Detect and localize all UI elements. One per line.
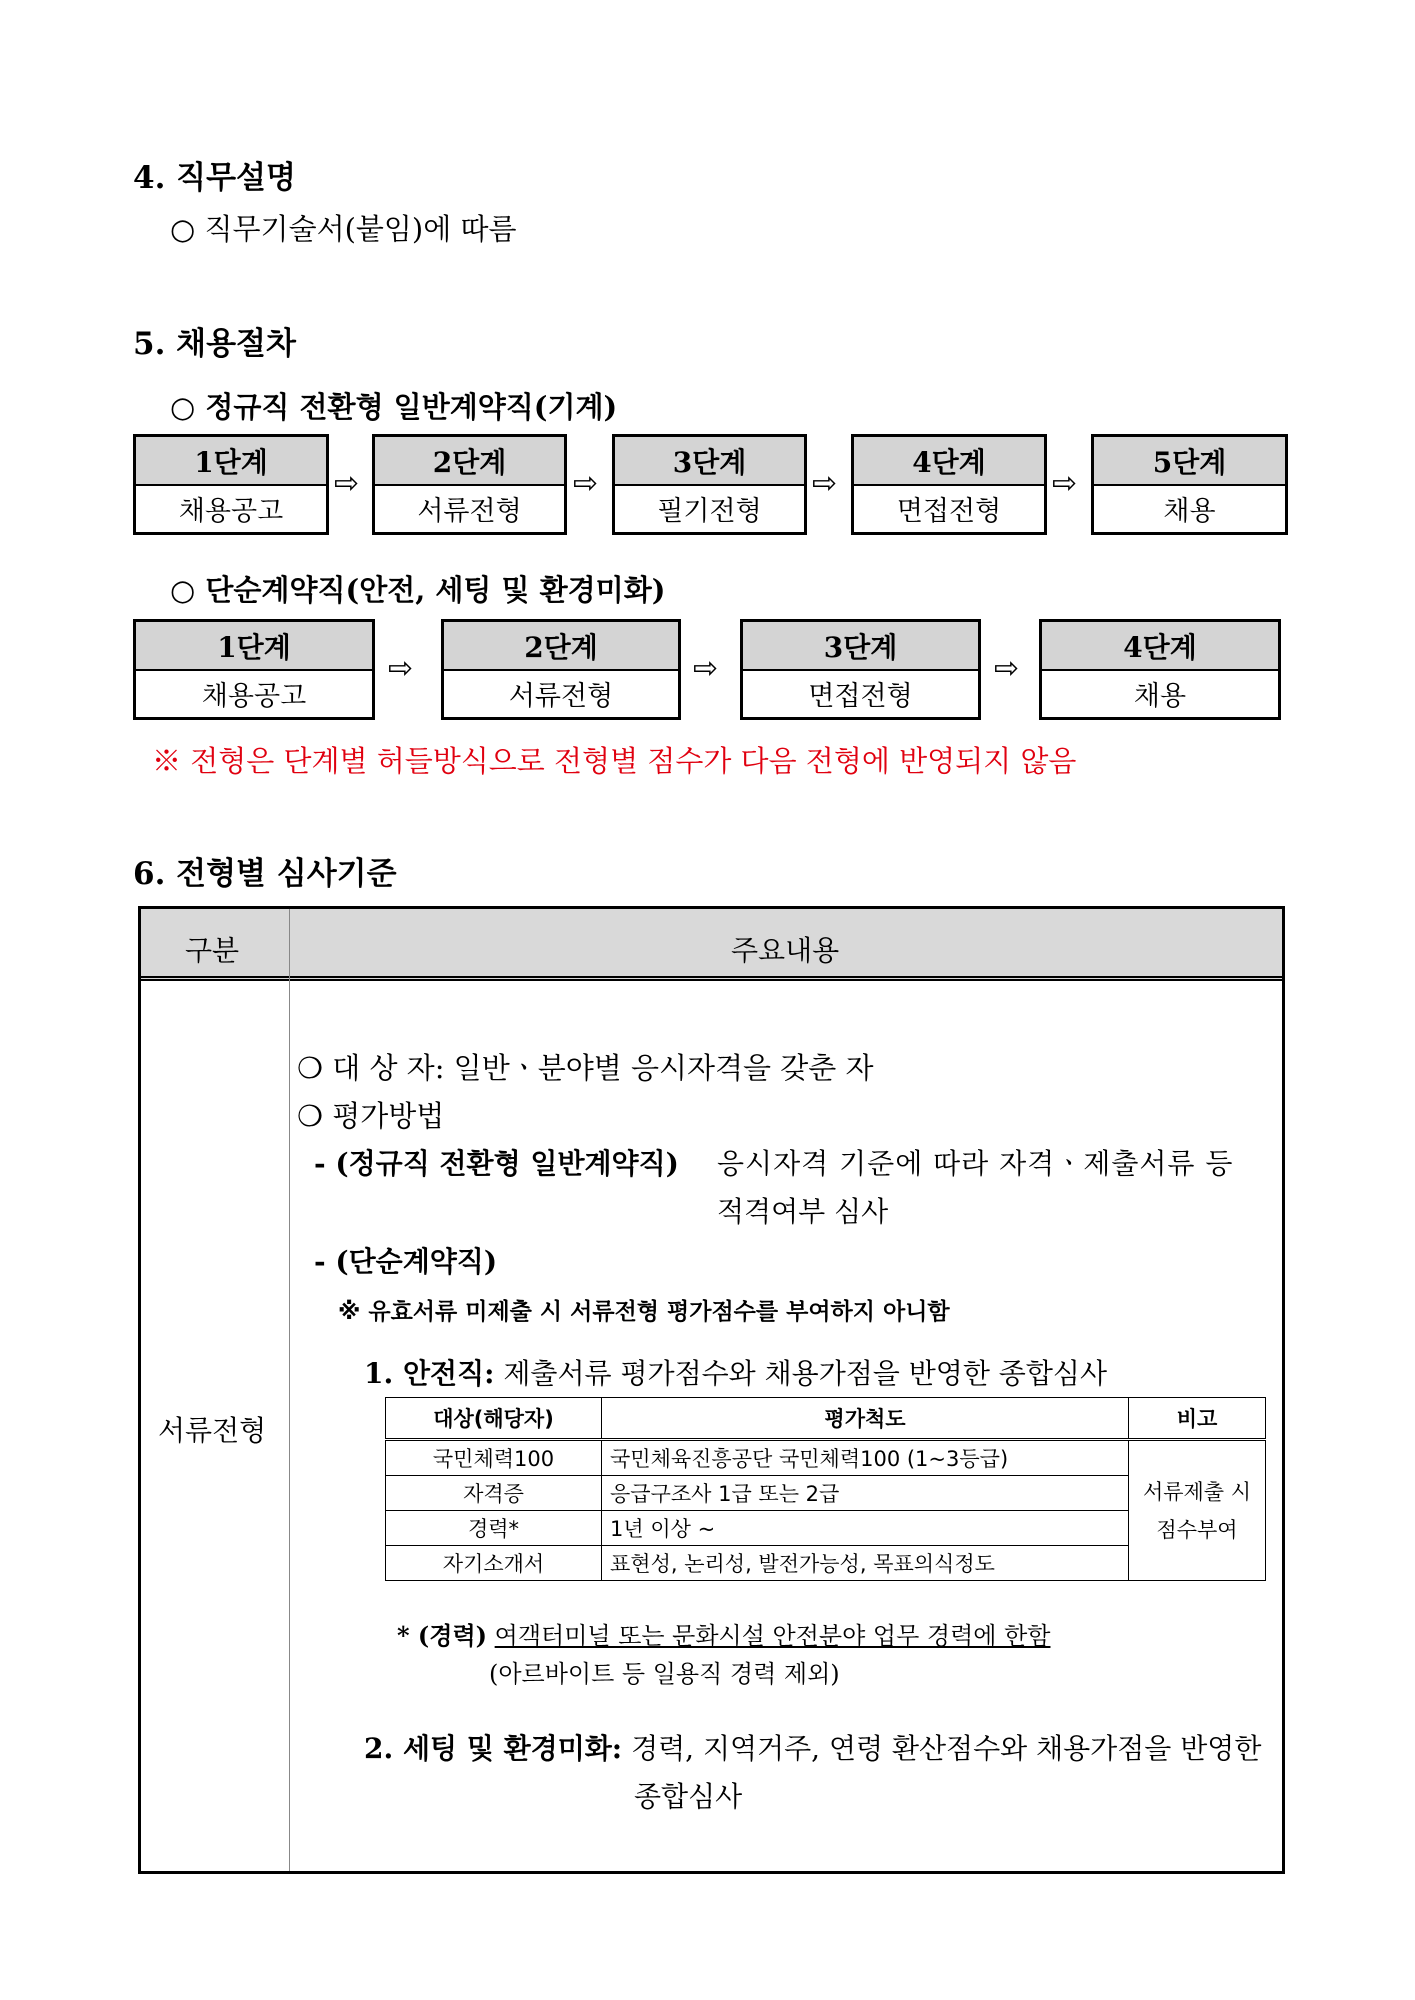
step-name: 채용공고 <box>201 680 307 712</box>
step-name: 필기전형 <box>657 495 762 527</box>
arrow-right-icon: ⇨ <box>812 466 838 501</box>
simple-label: - (단순계약직) <box>314 1245 498 1278</box>
arrow-right-icon: ⇨ <box>693 651 719 686</box>
setting-line <box>364 1727 1261 1767</box>
row-label-document-screening: 서류전형 <box>158 1414 267 1447</box>
regular-text: 응시자격 기준에 따라 자격ㆍ제출서류 등 <box>717 1147 1234 1180</box>
step-stage: 5단계 <box>1094 437 1285 486</box>
regular-label <box>314 1142 679 1182</box>
step-stage: 2단계 <box>444 622 678 671</box>
setting-text: 경력, 지역거주, 연령 환산점수와 채용가점을 반영한 <box>631 1732 1262 1765</box>
step-name: 채용공고 <box>178 495 284 527</box>
inner-cell-target: 국민체력100 <box>386 1440 602 1476</box>
step-stage: 2단계 <box>375 437 564 486</box>
inner-cell-remark <box>1129 1440 1266 1581</box>
step-stage: 1단계 <box>136 437 326 486</box>
step-name: 채용 <box>1163 495 1216 527</box>
regular-label-text: - (정규직 전환형 일반계약직) <box>314 1147 679 1180</box>
track1-step-1 <box>133 434 329 535</box>
section-6-title: 6. 전형별 심사기준 <box>133 856 397 892</box>
inner-cell-scale: 표현성, 논리성, 발전가능성, 목표의식정도 <box>602 1546 1129 1581</box>
inner-header-scale: 평가척도 <box>602 1398 1129 1440</box>
footnote-label: * (경력) <box>397 1621 487 1650</box>
arrow-right-icon: ⇨ <box>334 466 360 501</box>
method-line: ❍ 평가방법 <box>297 1099 445 1133</box>
step-stage: 4단계 <box>854 437 1044 486</box>
step-stage: 3단계 <box>615 437 804 486</box>
track1-step-2 <box>372 434 567 535</box>
regular-text-2: 적격여부 심사 <box>717 1195 889 1228</box>
header-content: 주요내용 <box>731 934 840 967</box>
footnote-text: 여객터미널 또는 문화시설 안전분야 업무 경력에 한함 <box>494 1622 1051 1650</box>
remark-line-1: 서류제출 시 <box>1142 1479 1252 1504</box>
step-name: 서류전형 <box>508 680 614 712</box>
step-stage: 1단계 <box>136 622 372 671</box>
step-stage: 4단계 <box>1042 622 1278 671</box>
inner-header-remark: 비고 <box>1129 1398 1266 1440</box>
inner-cell-target: 경력* <box>386 1511 602 1546</box>
inner-cell-scale: 응급구조사 1급 또는 2급 <box>602 1476 1129 1511</box>
section-4-item: ○ 직무기술서(붙임)에 따름 <box>170 212 517 246</box>
step-stage: 3단계 <box>743 622 978 671</box>
inner-cell-scale: 1년 이상 ~ <box>602 1511 1129 1546</box>
step-name: 면접전형 <box>896 495 1002 527</box>
footnote-line <box>397 1616 1050 1651</box>
arrow-right-icon: ⇨ <box>388 651 414 686</box>
track1-step-4 <box>851 434 1047 535</box>
track2-step-4 <box>1039 619 1281 720</box>
arrow-right-icon: ⇨ <box>573 466 599 501</box>
inner-cell-target: 자기소개서 <box>386 1546 602 1581</box>
column-divider <box>289 909 290 1871</box>
track1-title: ○ 정규직 전환형 일반계약직(기계) <box>170 390 618 424</box>
target-line: ❍ 대 상 자: 일반ㆍ분야별 응시자격을 갖춘 자 <box>297 1051 874 1085</box>
inner-header-row <box>386 1398 1266 1440</box>
arrow-right-icon: ⇨ <box>994 651 1020 686</box>
step-name: 서류전형 <box>417 495 522 527</box>
table-row <box>386 1440 1266 1476</box>
safety-line <box>364 1352 1107 1392</box>
inner-cell-target: 자격증 <box>386 1476 602 1511</box>
track1-step-5 <box>1091 434 1288 535</box>
step-name: 면접전형 <box>808 680 913 712</box>
remark-line-2: 점수부여 <box>1156 1517 1238 1542</box>
track2-step-1 <box>133 619 375 720</box>
arrow-right-icon: ⇨ <box>1052 466 1078 501</box>
setting-text-2: 종합심사 <box>634 1780 743 1813</box>
track1-step-3 <box>612 434 807 535</box>
inner-cell-scale: 국민체육진흥공단 국민체력100 (1~3등급) <box>602 1440 1129 1476</box>
step-name: 채용 <box>1133 680 1187 712</box>
simple-note: ※ 유효서류 미제출 시 서류전형 평가점수를 부여하지 아니함 <box>338 1299 950 1325</box>
track2-title: ○ 단순계약직(안전, 세팅 및 환경미화) <box>170 573 666 607</box>
procedure-note: ※ 전형은 단계별 허들방식으로 전형별 점수가 다음 전형에 반영되지 않음 <box>152 744 1077 778</box>
section-5-title: 5. 채용절차 <box>133 326 296 362</box>
header-category: 구분 <box>185 934 240 967</box>
table-header <box>141 909 1282 981</box>
track2-step-2 <box>441 619 681 720</box>
safety-criteria-table <box>385 1397 1266 1581</box>
track2-step-3 <box>740 619 981 720</box>
safety-text: 제출서류 평가점수와 채용가점을 반영한 종합심사 <box>503 1357 1107 1390</box>
footnote-text-2: (아르바이트 등 일용직 경력 제외) <box>489 1660 840 1688</box>
inner-header-target: 대상(해당자) <box>386 1398 602 1440</box>
section-4-title: 4. 직무설명 <box>133 160 296 196</box>
safety-label: 1. 안전직: <box>364 1357 495 1390</box>
setting-label: 2. 세팅 및 환경미화: <box>364 1732 623 1765</box>
